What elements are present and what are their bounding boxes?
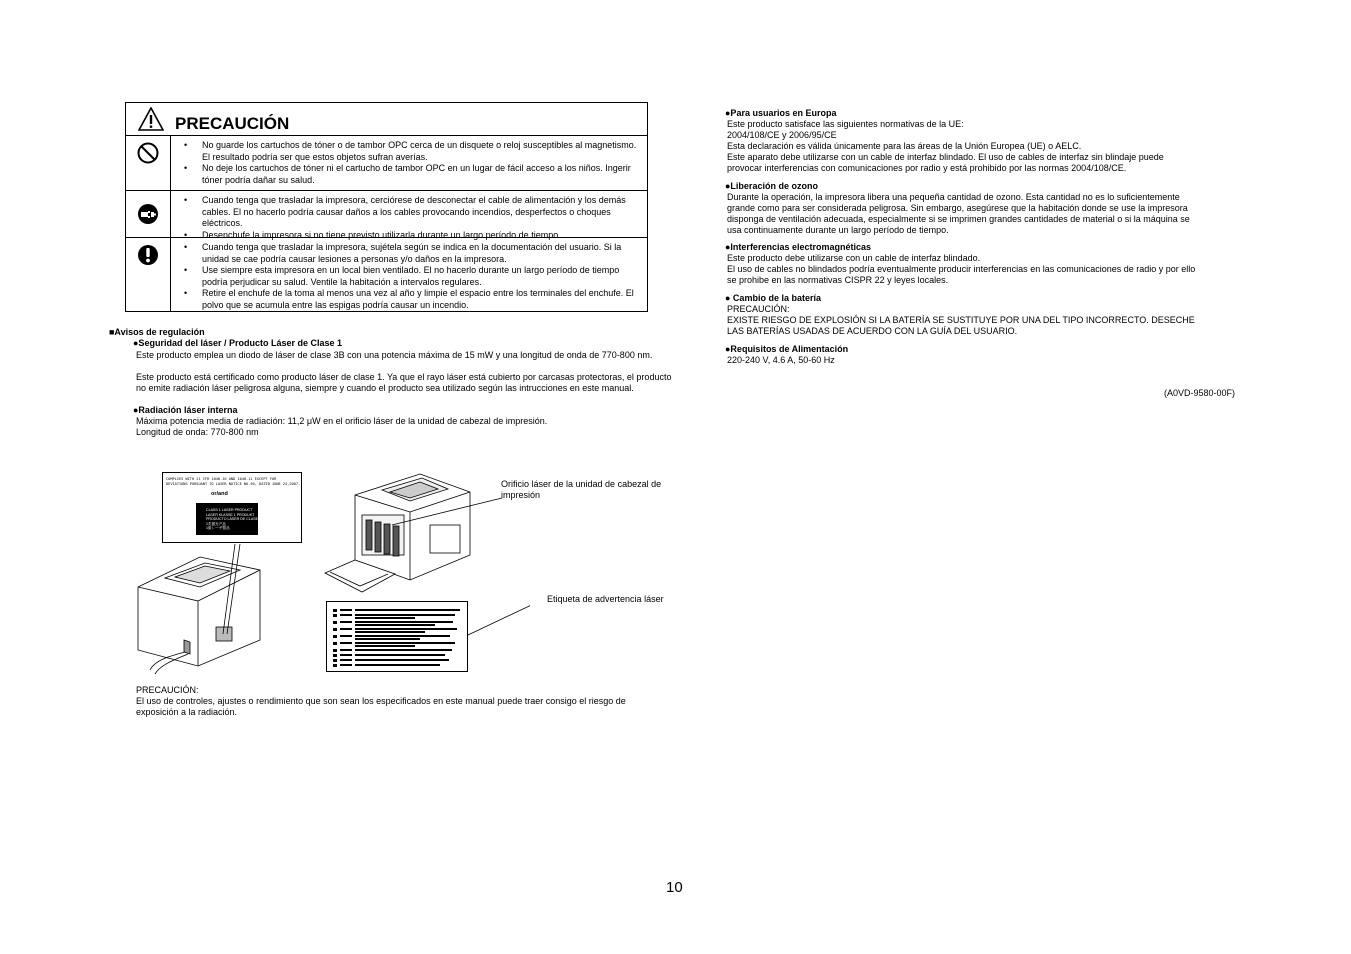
class-label-line: PRODUCTO LÁSER DE CLASE 1 bbox=[206, 517, 262, 522]
caution-list bbox=[184, 195, 639, 241]
text-line: Esta declaración es válida únicamente para las áreas de la Unión Europea (UE) o AELC. bbox=[727, 141, 1082, 151]
text-line: Este producto debe utilizarse con un cable de interfaz blindado. bbox=[727, 253, 981, 263]
caution-item: • No guarde los cartuchos de tóner o de tambor OPC cerca de un disquete o reloj susceptibles al magnetismo. El resultado podría ser que estos objetos sufran averías. bbox=[184, 140, 639, 163]
warning-label-callout: Etiqueta de advertencia láser bbox=[547, 594, 664, 604]
class-label-line: CLASS 1 LASER PRODUCT bbox=[206, 508, 253, 512]
caution-item: • Cuando tenga que trasladar la impresora, cerciórese de desconectar el cable de alimentación y los demás cables. El no hacerlo podría causar daños a los cables provocando incendios, desperfectos o choques eléctricos. bbox=[184, 195, 639, 230]
emi-heading: ●Interferencias electromagnéticas bbox=[725, 242, 871, 252]
text-line: PRECAUCIÓN: bbox=[727, 304, 790, 314]
battery-text bbox=[725, 304, 1245, 337]
europe-heading: ●Para usuarios en Europa bbox=[725, 108, 837, 118]
icon-cell bbox=[126, 136, 171, 190]
aperture-callout: Orificio láser de la unidad de cabezal de impresión bbox=[501, 479, 662, 500]
text-line: se prohibe en las normativas CISPR 22 y leyes locales. bbox=[727, 275, 949, 285]
caution-item: • Use siempre esta impresora en un local bien ventilado. El no hacerlo durante un largo período de tiempo podría perjudicar su salud. Ventile la habitación a intervalos regulares. bbox=[184, 265, 639, 288]
text-line: grande como para ser considerada peligrosa. Sin embargo, asegúrese que la habitación donde se use la impresora bbox=[727, 203, 1188, 213]
caution-item: • Cuando tenga que trasladar la impresora, sujétela según se indica en la documentación del usuario. Si la unidad se cae podría causar lesiones a personas y/o daños en la impresora. bbox=[184, 242, 639, 265]
text-line: disponga de ventilación adecuada, especialmente si se imprimen grandes cantidades de material o si la máquina se bbox=[727, 214, 1190, 224]
caution-note-text: El uso de controles, ajustes o rendimiento que son sean los especificados en este manual puede traer consigo el riesgo de exposición a la radiación. bbox=[136, 696, 626, 717]
text-line: EXISTE RIESGO DE EXPLOSIÓN SI LA BATERÍA SE SUSTITUYE POR UNA DEL TIPO INCORRECTO. DESECHE bbox=[727, 315, 1195, 325]
emi-text bbox=[725, 253, 1245, 286]
right-column bbox=[725, 108, 1245, 366]
icon-cell bbox=[126, 238, 171, 312]
internal-radiation-text: Máxima potencia media de radiación: 11,2 μW en el orificio láser de la unidad de cabezal de impresión. bbox=[136, 416, 548, 426]
unplug-icon bbox=[137, 203, 159, 225]
text-line: Este aparato debe utilizarse con un cable de interfaz blindado. El uso de cables de interfaz sin blindaje puede bbox=[727, 152, 1164, 162]
class-label-line: 1級レーザ製品 bbox=[206, 526, 230, 531]
wavelength-text: Longitud de onda: 770-800 nm bbox=[136, 427, 259, 437]
caution-item: • Desenchufe la impresora si no tiene previsto utilizarla durante un largo período de tiempo. bbox=[184, 230, 639, 242]
regulation-heading: ■Avisos de regulación bbox=[109, 327, 205, 337]
caution-row-mandatory bbox=[126, 238, 647, 312]
sticker-text: or/and bbox=[211, 491, 228, 497]
caution-note-label: PRECAUCIÓN: bbox=[136, 685, 199, 695]
icon-cell bbox=[126, 191, 171, 237]
label-leader-line bbox=[468, 600, 530, 635]
europe-text bbox=[725, 119, 1245, 174]
text-line: 2004/108/CE y 2006/95/CE bbox=[727, 130, 837, 140]
page-number: 10 bbox=[666, 879, 683, 896]
warning-label-text-block bbox=[327, 602, 467, 671]
caution-item: • No deje los cartuchos de tóner ni el cartucho de tambor OPC en un lugar de fácil acceso a los niños. Ingerir tóner podría dañar su salud. bbox=[184, 163, 639, 186]
sticker-text: DEVIATIONS PURSUANT TO LASER NOTICE NO.50, DATED JUNE 24,2007. bbox=[166, 482, 301, 486]
document-code: (A0VD-9580-00F) bbox=[1164, 388, 1236, 398]
class-label-line: LASER KLASSE 1 PRODUKT bbox=[206, 512, 255, 517]
caution-header bbox=[126, 103, 647, 136]
caution-title: PRECAUCIÓN bbox=[175, 114, 290, 133]
caution-list bbox=[184, 140, 639, 186]
prohibited-icon bbox=[137, 142, 159, 164]
laser-safety-paragraph: Este producto está certificado como producto láser de clase 1. Ya que el rayo láser está cubierto por carcasas protectoras, el producto no emite radiación láser peligrosa alguna, siempre y cuando el producto sea utilizado según las intrucciones en este manual. bbox=[136, 372, 672, 393]
printer-rear-view bbox=[138, 557, 260, 674]
caution-row-prohibited bbox=[126, 136, 647, 191]
text-line: Este producto satisface las siguientes normativas de la UE: bbox=[727, 119, 964, 129]
text-line: usa continuamente durante un largo período de tiempo. bbox=[727, 225, 949, 235]
mandatory-icon bbox=[137, 244, 159, 266]
text-line: LAS BATERÍAS USADAS DE ACUERDO CON LA GUÍA DEL USUARIO. bbox=[727, 326, 1018, 336]
caution-row-unplug bbox=[126, 191, 647, 238]
warning-triangle-icon bbox=[138, 107, 164, 131]
class-label-line: 1类激光产品 bbox=[206, 521, 226, 526]
laser-safety-heading: ●Seguridad del láser / Producto Láser de Clase 1 bbox=[133, 338, 343, 348]
battery-heading: ● Cambio de la batería bbox=[725, 293, 821, 303]
laser-warning-label bbox=[326, 601, 468, 672]
internal-radiation-heading: ●Radiación láser interna bbox=[133, 405, 238, 415]
text-line: provocar interferencias con comunicaciones por radio y está prohibido por las normas 2004/108/CE. bbox=[727, 163, 1127, 173]
sticker-text: COMPLIES WITH 21 CFR 1040.10 AND 1040.11 EXCEPT FOR bbox=[166, 477, 277, 481]
caution-box bbox=[125, 102, 648, 312]
printer-front-open-view bbox=[325, 474, 470, 592]
text-line: Durante la operación, la impresora libera una pequeña cantidad de ozono. Esta cantidad no es lo suficientemente bbox=[727, 192, 1180, 202]
ozone-text bbox=[725, 192, 1245, 236]
caution-item: • Retire el enchufe de la toma al menos una vez al año y limpie el espacio entre los terminales del enchufe. El polvo que se acumula entre las espigas podría causar un incendio. bbox=[184, 288, 639, 311]
power-text: 220-240 V, 4.6 A, 50-60 Hz bbox=[727, 355, 835, 365]
ozone-heading: ●Liberación de ozono bbox=[725, 181, 818, 191]
laser-safety-paragraph: Este producto emplea un diodo de láser de clase 3B con una potencia máxima de 15 mW y una longitud de onda de 770-800 nm. bbox=[136, 350, 653, 360]
caution-list bbox=[184, 242, 639, 311]
text-line: El uso de cables no blindados podría eventualmente producir interferencias en las comunicaciones de radio y por ello bbox=[727, 264, 1196, 274]
power-heading: ●Requisitos de Alimentación bbox=[725, 344, 849, 354]
